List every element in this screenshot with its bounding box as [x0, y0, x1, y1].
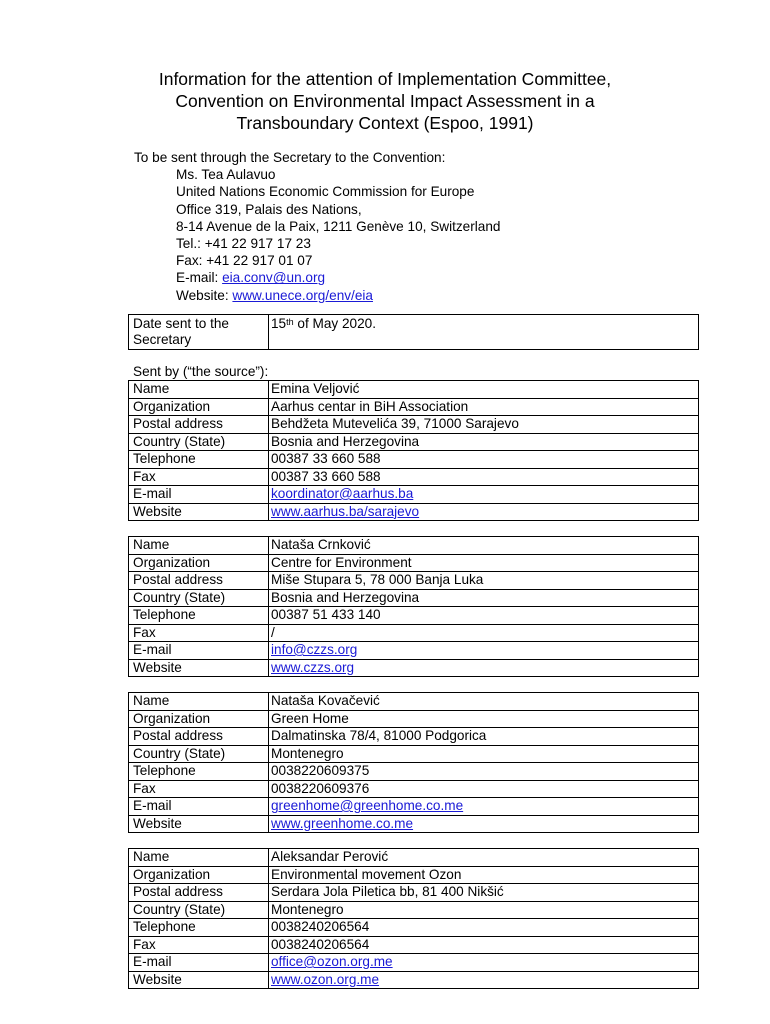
table-row: [129, 433, 699, 451]
field-value-organization: Environmental movement Ozon: [269, 866, 699, 884]
recipient-line: Office 319, Palais des Nations,: [176, 201, 362, 217]
website-link[interactable]: www.aarhus.ba/sarajevo: [271, 503, 420, 519]
recipient-line: Tel.: +41 22 917 17 23: [176, 236, 311, 252]
field-value-email: [269, 486, 699, 504]
email-link[interactable]: greenhome@greenhome.co.me: [271, 798, 464, 813]
date-suffix: th: [286, 317, 294, 327]
field-label-country: Country (State): [129, 745, 269, 763]
field-value-name: Nataša Crnković: [269, 537, 699, 555]
date-day: 15: [271, 316, 287, 331]
table-row: [129, 659, 699, 677]
field-value-fax: 00387 33 660 588: [269, 468, 699, 486]
field-label-email: E-mail: [129, 642, 269, 660]
field-value-postal-address: Dalmatinska 78/4, 81000 Podgorica: [269, 728, 699, 746]
table-row: [129, 866, 699, 884]
field-value-website: [269, 503, 699, 521]
date-sent-table: [128, 314, 699, 350]
table-row: [129, 693, 699, 711]
field-label-telephone: Telephone: [129, 919, 269, 937]
source-table-4: [128, 848, 699, 989]
field-label-telephone: Telephone: [129, 607, 269, 625]
field-label-fax: Fax: [129, 780, 269, 798]
field-value-email: [269, 798, 699, 816]
website-label: Website:: [176, 287, 233, 303]
recipient-line: United Nations Economic Commission for Europe: [176, 184, 475, 200]
table-row: [129, 780, 699, 798]
field-label-telephone: Telephone: [129, 763, 269, 781]
table-row: [129, 572, 699, 590]
website-link[interactable]: www.greenhome.co.me: [271, 815, 414, 831]
field-label-name: Name: [129, 537, 269, 555]
field-label-country: Country (State): [129, 433, 269, 451]
source-table-1: [128, 380, 699, 521]
website-link[interactable]: www.czzs.org: [271, 659, 355, 675]
table-row: [129, 728, 699, 746]
field-value-country: Montenegro: [269, 745, 699, 763]
email-link[interactable]: office@ozon.org.me: [271, 954, 393, 969]
field-value-organization: Centre for Environment: [269, 554, 699, 572]
field-label-website: Website: [129, 971, 269, 989]
table-row: [129, 710, 699, 728]
table-row: [129, 624, 699, 642]
table-row: [129, 901, 699, 919]
table-row: [129, 936, 699, 954]
field-label-organization: Organization: [129, 710, 269, 728]
field-value-fax: 0038220609376: [269, 780, 699, 798]
field-label-website: Website: [129, 503, 269, 521]
table-row: [129, 884, 699, 902]
field-label-country: Country (State): [129, 901, 269, 919]
recipient-website-link[interactable]: www.unece.org/env/eia: [232, 287, 373, 303]
field-label-name: Name: [129, 693, 269, 711]
source-table-2: [128, 536, 699, 677]
document-title: [0, 68, 770, 134]
field-value-email: [269, 642, 699, 660]
field-value-telephone: 00387 51 433 140: [269, 607, 699, 625]
email-link[interactable]: info@czzs.org: [271, 642, 358, 657]
table-row: [129, 554, 699, 572]
recipient-line: Fax: +41 22 917 01 07: [176, 253, 313, 269]
field-label-fax: Fax: [129, 936, 269, 954]
field-value-website: [269, 659, 699, 677]
table-row: [129, 503, 699, 521]
field-label-postal-address: Postal address: [129, 416, 269, 434]
field-label-organization: Organization: [129, 398, 269, 416]
field-value-country: Bosnia and Herzegovina: [269, 433, 699, 451]
field-value-organization: Aarhus centar in BiH Association: [269, 398, 699, 416]
sent-by-label: Sent by (“the source”):: [133, 364, 269, 379]
field-value-fax: /: [269, 624, 699, 642]
field-label-email: E-mail: [129, 798, 269, 816]
field-label-name: Name: [129, 849, 269, 867]
field-value-postal-address: Behdžeta Mutevelića 39, 71000 Sarajevo: [269, 416, 699, 434]
date-rest: of May 2020.: [293, 316, 377, 331]
field-value-telephone: 0038220609375: [269, 763, 699, 781]
recipient-email-line: [134, 269, 500, 286]
recipient-email-link[interactable]: eia.conv@un.org: [222, 270, 326, 286]
recipient-line: 8-14 Avenue de la Paix, 1211 Genève 10, Switzerland: [176, 218, 501, 234]
date-sent-value: [269, 315, 699, 350]
recipient-line: Ms. Tea Aulavuo: [176, 167, 276, 183]
website-link[interactable]: www.ozon.org.me: [271, 971, 380, 987]
field-value-postal-address: Miše Stupara 5, 78 000 Banja Luka: [269, 572, 699, 590]
date-sent-label: Date sent to the Secretary: [129, 315, 269, 350]
table-row: [129, 486, 699, 504]
field-value-name: Emina Veljović: [269, 381, 699, 399]
field-value-name: Nataša Kovačević: [269, 693, 699, 711]
title-line-2: Convention on Environmental Impact Assessment in a: [175, 91, 595, 111]
field-label-country: Country (State): [129, 589, 269, 607]
table-row: [129, 745, 699, 763]
field-value-country: Bosnia and Herzegovina: [269, 589, 699, 607]
table-row: [129, 919, 699, 937]
field-label-website: Website: [129, 815, 269, 833]
table-row: [129, 642, 699, 660]
email-link[interactable]: koordinator@aarhus.ba: [271, 486, 414, 501]
source-table-3: [128, 692, 699, 833]
table-row: [129, 381, 699, 399]
field-label-postal-address: Postal address: [129, 728, 269, 746]
field-value-fax: 0038240206564: [269, 936, 699, 954]
table-row: [129, 468, 699, 486]
table-row: [129, 607, 699, 625]
field-label-email: E-mail: [129, 954, 269, 972]
table-row: [129, 451, 699, 469]
recipient-website-line: [134, 287, 500, 304]
table-row: [129, 798, 699, 816]
table-row: [129, 815, 699, 833]
field-value-postal-address: Serdara Jola Piletica bb, 81 400 Nikšić: [269, 884, 699, 902]
table-row: [129, 589, 699, 607]
table-row: [129, 954, 699, 972]
field-value-name: Aleksandar Perović: [269, 849, 699, 867]
field-label-postal-address: Postal address: [129, 572, 269, 590]
field-value-country: Montenegro: [269, 901, 699, 919]
recipient-block: [134, 149, 500, 304]
field-value-organization: Green Home: [269, 710, 699, 728]
table-row: [129, 398, 699, 416]
field-label-organization: Organization: [129, 866, 269, 884]
field-label-organization: Organization: [129, 554, 269, 572]
field-label-name: Name: [129, 381, 269, 399]
title-line-1: Information for the attention of Implementation Committee,: [158, 69, 612, 89]
field-label-website: Website: [129, 659, 269, 677]
field-label-fax: Fax: [129, 468, 269, 486]
field-value-website: [269, 971, 699, 989]
title-line-3: Transboundary Context (Espoo, 1991): [236, 113, 534, 133]
field-value-telephone: 0038240206564: [269, 919, 699, 937]
table-row: [129, 971, 699, 989]
field-value-telephone: 00387 33 660 588: [269, 451, 699, 469]
email-label: E-mail:: [176, 270, 223, 286]
field-label-fax: Fax: [129, 624, 269, 642]
table-row: [129, 849, 699, 867]
table-row: [129, 763, 699, 781]
field-label-postal-address: Postal address: [129, 884, 269, 902]
table-row: [129, 416, 699, 434]
field-label-telephone: Telephone: [129, 451, 269, 469]
recipient-heading: To be sent through the Secretary to the Convention:: [134, 150, 446, 165]
field-value-website: [269, 815, 699, 833]
field-value-email: [269, 954, 699, 972]
field-label-email: E-mail: [129, 486, 269, 504]
table-row: [129, 537, 699, 555]
